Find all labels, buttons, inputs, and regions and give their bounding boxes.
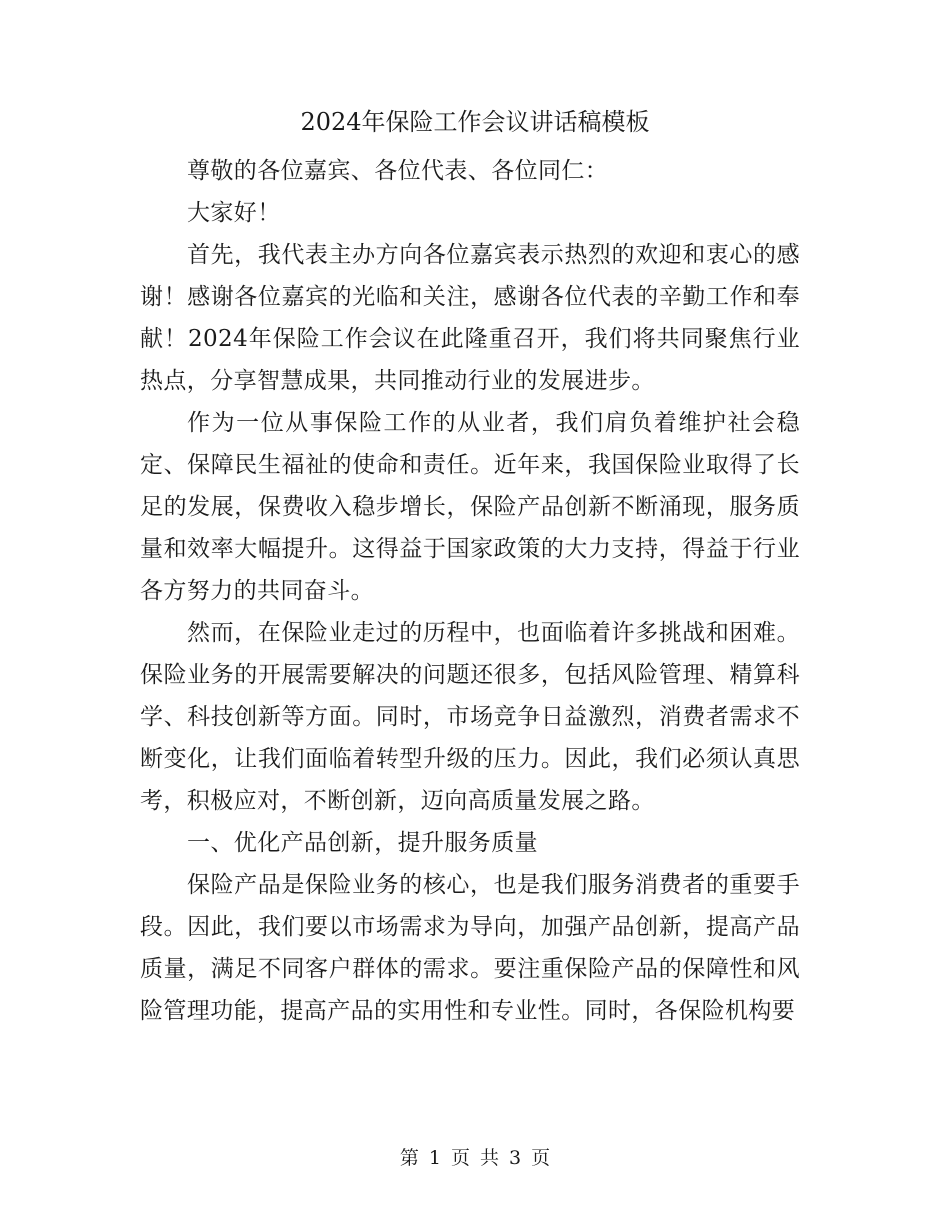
salutation-paragraph: 尊敬的各位嘉宾、各位代表、各位同仁： [187,158,609,184]
body-paragraph: 保险产品是保险业务的核心，也是我们服务消费者的重要手段。因此，我们要以市场需求为导向，加强产品创新，提高产品质量，满足不同客户群体的需求。要注重保险产品的保障性和风险管理功能，提高产品的实用性和专业性。同时，各保险机构要 [140,872,800,1024]
document-title: 2024年保险工作会议讲话稿模板 [300,108,650,136]
page-number-footer: 第 1 页 共 3 页 [399,1147,551,1169]
greeting-paragraph: 大家好！ [187,200,281,226]
body-paragraph: 作为一位从事保险工作的从业者，我们肩负着维护社会稳定、保障民生福祉的使命和责任。近年来，我国保险业取得了长足的发展，保费收入稳步增长，保险产品创新不断涌现，服务质量和效率大幅提升。这得益于国家政策的大力支持，得益于行业各方努力的共同奋斗。 [140,410,800,604]
body-paragraph: 然而，在保险业走过的历程中，也面临着许多挑战和困难。保险业务的开展需要解决的问题还很多，包括风险管理、精算科学、科技创新等方面。同时，市场竞争日益激烈，消费者需求不断变化，让我们面临着转型升级的压力。因此，我们必须认真思考，积极应对，不断创新，迈向高质量发展之路。 [140,620,800,814]
document-body [140,150,800,1032]
body-paragraph: 首先，我代表主办方向各位嘉宾表示热烈的欢迎和衷心的感谢！感谢各位嘉宾的光临和关注，感谢各位代表的辛勤工作和奉献！2024年保险工作会议在此隆重召开，我们将共同聚焦行业热点，分享智慧成果，共同推动行业的发展进步。 [140,242,800,394]
section-heading: 一、优化产品创新，提升服务质量 [187,830,538,856]
